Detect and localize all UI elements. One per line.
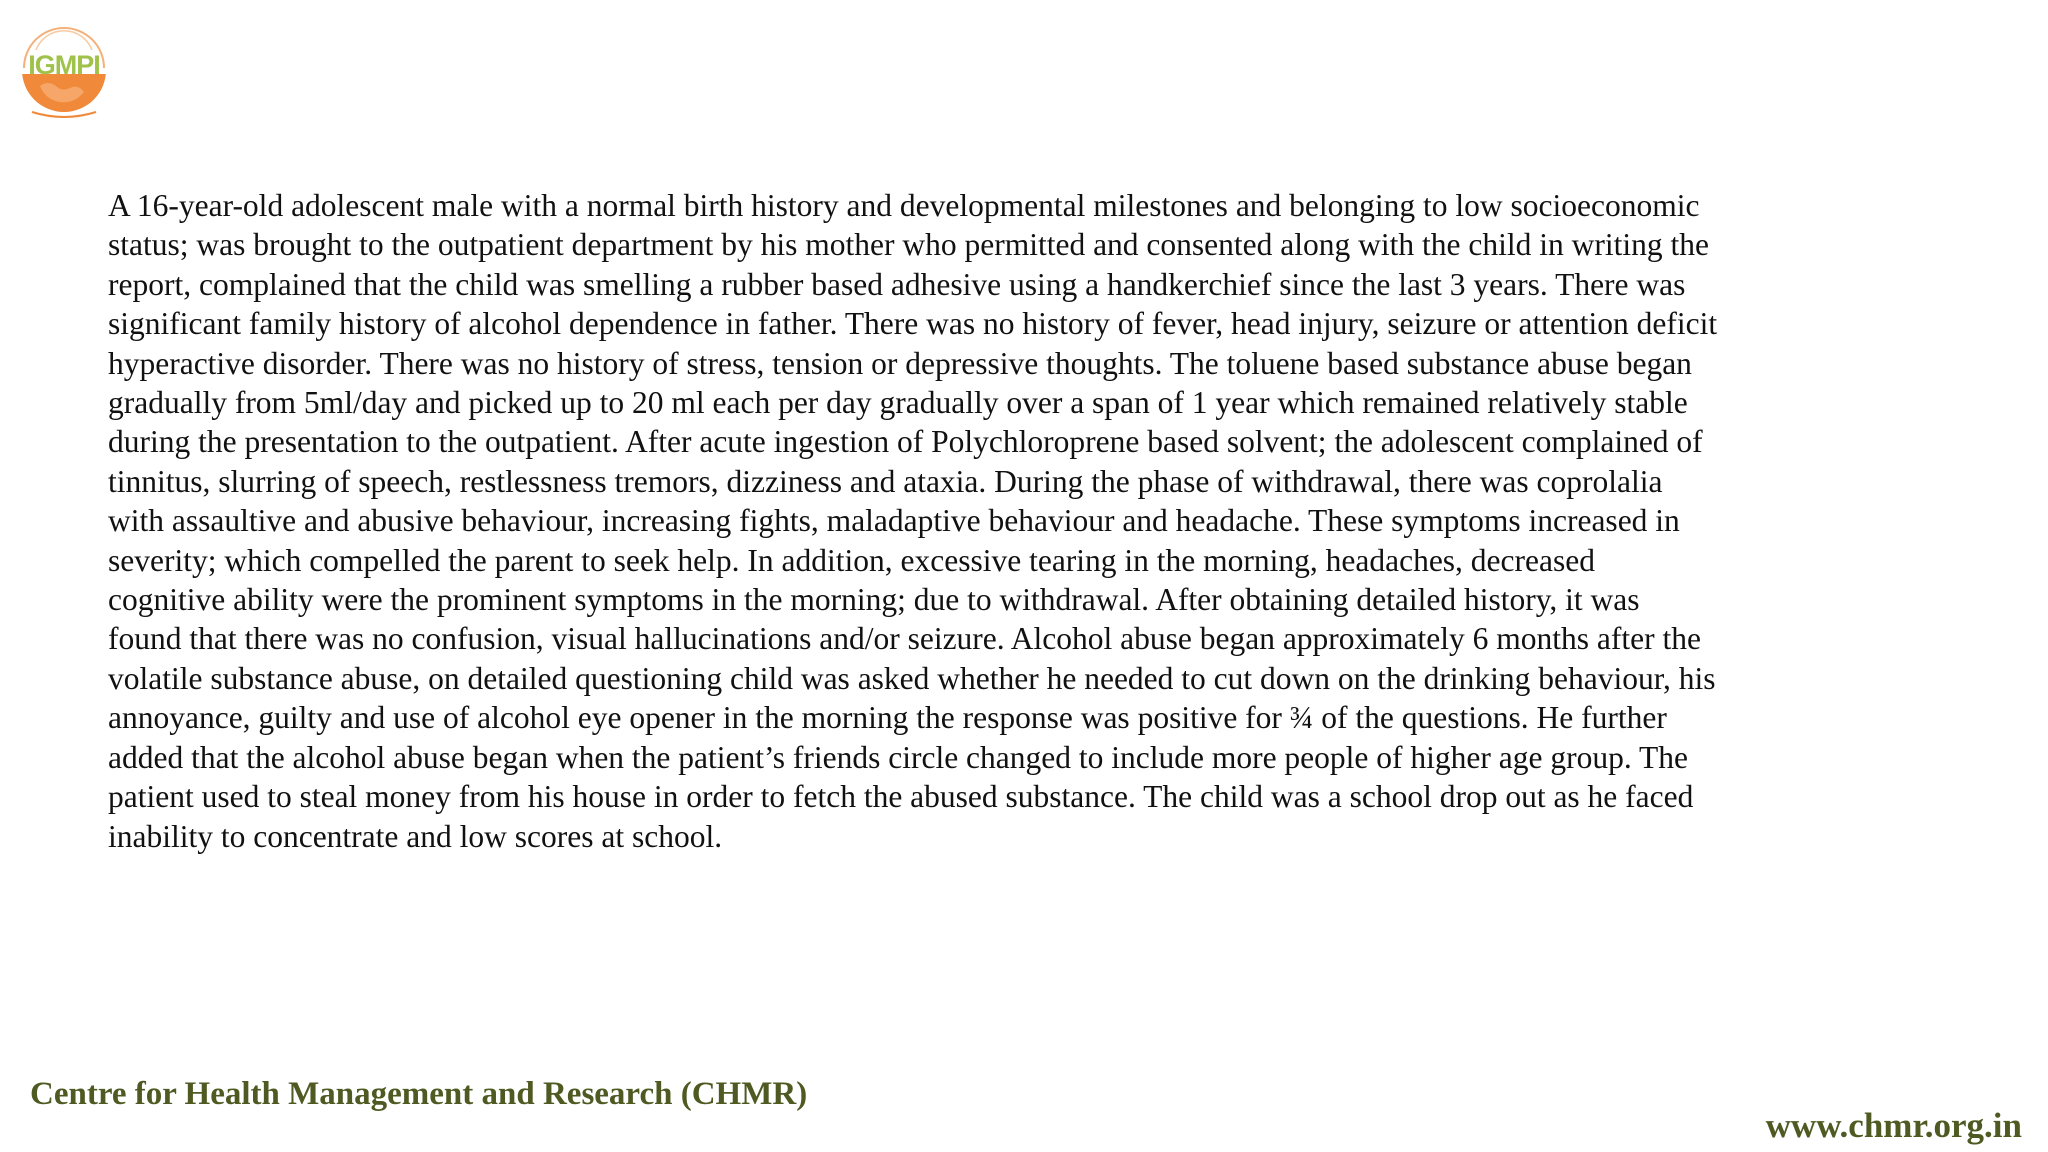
paragraph-line: significant family history of alcohol dependence in father. There was no history of fever, head injury, seizure or attention deficit	[108, 306, 1718, 342]
igmpi-logo	[14, 20, 114, 120]
paragraph-line: added that the alcohol abuse began when the patient’s friends circle changed to include more people of higher age group. The	[108, 739, 1688, 775]
paragraph-line: status; was brought to the outpatient department by his mother who permitted and consented along with the child in writing the	[108, 227, 1709, 263]
case-report-paragraph	[108, 186, 2008, 856]
paragraph-line: report, complained that the child was smelling a rubber based adhesive using a handkerchief since the last 3 years. There was	[108, 266, 1686, 302]
paragraph-line: during the presentation to the outpatient. After acute ingestion of Polychloroprene based solvent; the adolescent complained of	[108, 424, 1703, 460]
paragraph-line: inability to concentrate and low scores at school.	[108, 818, 723, 854]
paragraph-line: annoyance, guilty and use of alcohol eye opener in the morning the response was positive for ¾ of the questions. He further	[108, 700, 1667, 736]
paragraph-line: found that there was no confusion, visual hallucinations and/or seizure. Alcohol abuse began approximately 6 months after the	[108, 621, 1701, 657]
paragraph-line: patient used to steal money from his house in order to fetch the abused substance. The child was a school drop out as he faced	[108, 779, 1694, 815]
paragraph-line: severity; which compelled the parent to seek help. In addition, excessive tearing in the morning, headaches, decreased	[108, 542, 1595, 578]
paragraph-line: gradually from 5ml/day and picked up to 20 ml each per day gradually over a span of 1 year which remained relatively stable	[108, 385, 1688, 421]
footer-organization: Centre for Health Management and Research (CHMR)	[30, 1076, 808, 1112]
logo-text: IGMPI	[28, 50, 100, 80]
paragraph-line: cognitive ability were the prominent symptoms in the morning; due to withdrawal. After obtaining detailed history, it was	[108, 582, 1640, 618]
paragraph-line: volatile substance abuse, on detailed questioning child was asked whether he needed to cut down on the drinking behaviour, his	[108, 660, 1716, 696]
paragraph-line: A 16-year-old adolescent male with a normal birth history and developmental milestones and belonging to low socioeconomic	[108, 188, 1700, 223]
paragraph-line: with assaultive and abusive behaviour, increasing fights, maladaptive behaviour and headache. These symptoms increased in	[108, 503, 1680, 539]
paragraph-line: tinnitus, slurring of speech, restlessness tremors, dizziness and ataxia. During the phase of withdrawal, there was coprolalia	[108, 463, 1663, 499]
footer-website: www.chmr.org.in	[1765, 1106, 2022, 1145]
paragraph-line: hyperactive disorder. There was no history of stress, tension or depressive thoughts. The toluene based substance abuse began	[108, 345, 1692, 381]
